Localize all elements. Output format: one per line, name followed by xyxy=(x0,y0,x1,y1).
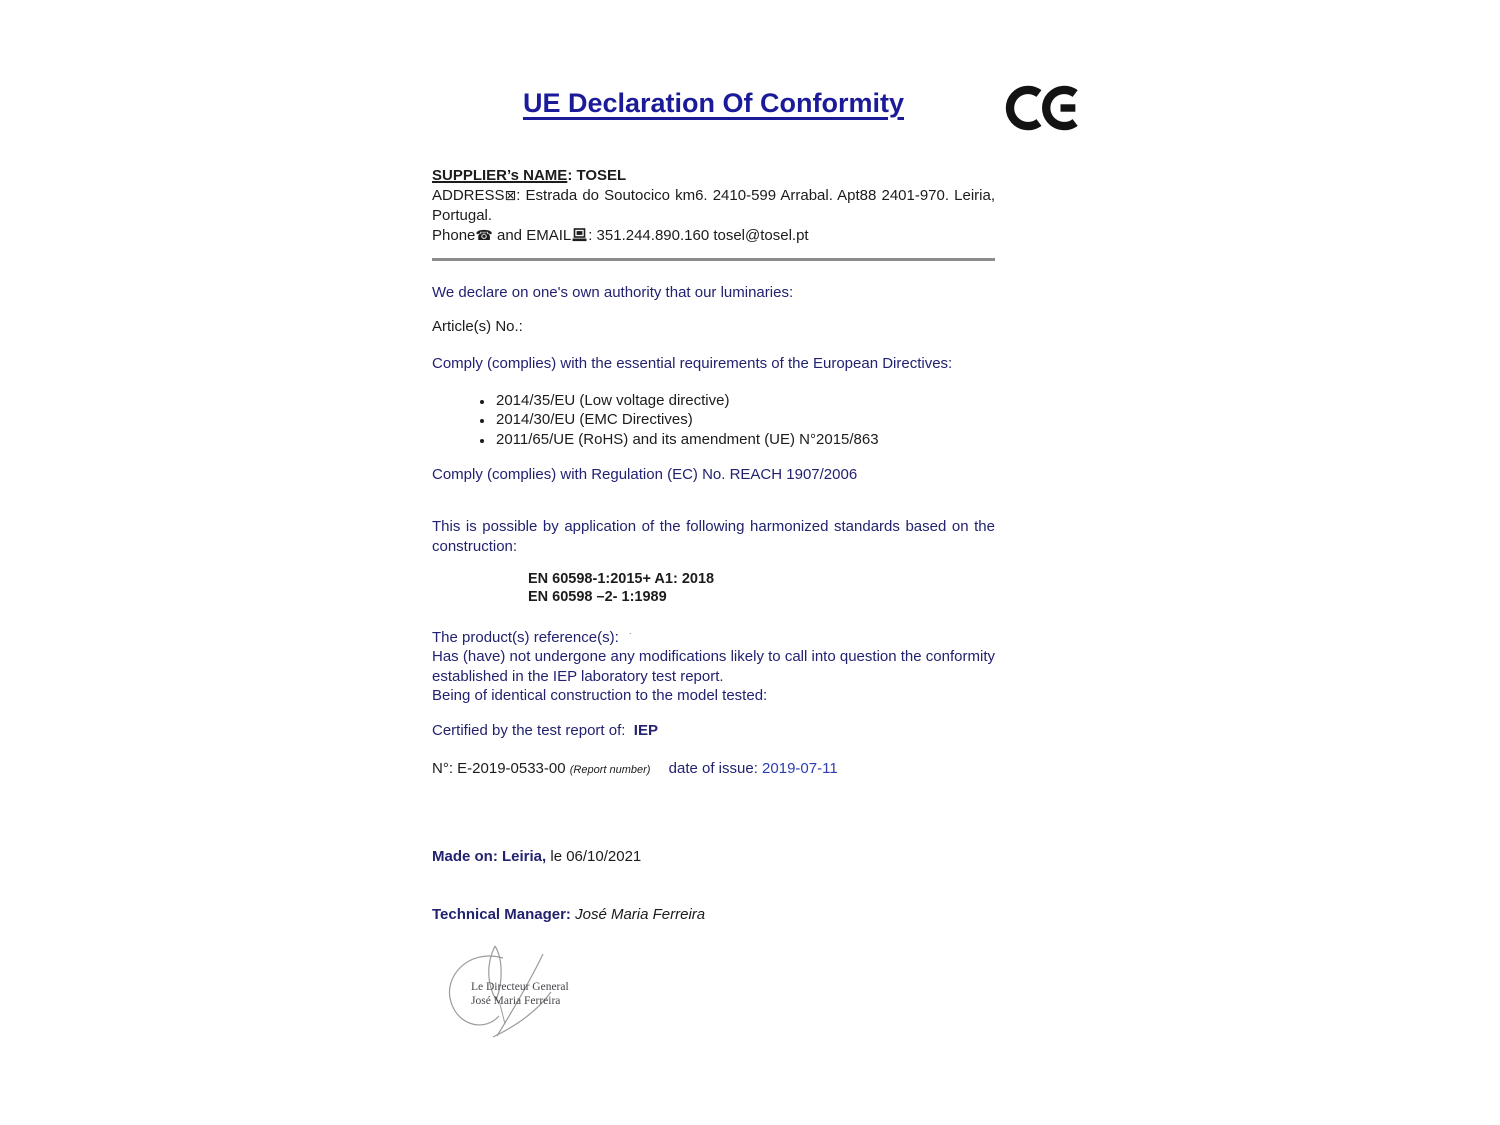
declare-line: We declare on one's own authority that our luminaries: xyxy=(432,284,794,301)
report-line xyxy=(432,759,995,780)
issue-label: date of issue: xyxy=(668,760,758,777)
page-title-row xyxy=(432,88,995,119)
stray-mark: · xyxy=(628,628,632,638)
supplier-block xyxy=(432,166,995,246)
standard-line: EN 60598 –2- 1:1989 xyxy=(528,588,667,605)
issue-date: 2019-07-11 xyxy=(762,760,838,777)
report-note: (Report number) xyxy=(569,764,651,776)
product-ref-text: The product(s) reference(s): xyxy=(432,629,619,646)
envelope-icon: ⊠ xyxy=(504,188,517,204)
comply-directives-line: Comply (complies) with the essential requirements of the European Directives: xyxy=(432,355,953,372)
harmonized-intro: This is possible by application of the following harmonized standards based on the construction: xyxy=(432,518,995,555)
report-number: N°: E-2019-0533-00 xyxy=(432,760,566,777)
signature-block xyxy=(443,938,569,1046)
manager-label: Technical Manager: xyxy=(432,906,571,923)
ce-mark-icon xyxy=(1002,82,1080,134)
and-email-label: and EMAIL xyxy=(492,227,572,244)
certified-line xyxy=(432,721,995,740)
signature-title: Le Directeur General xyxy=(471,981,569,993)
contact-value: : 351.244.890.160 tosel@tosel.pt xyxy=(588,227,809,244)
supplier-address-line xyxy=(432,186,995,226)
product-ref-line xyxy=(432,624,995,647)
address-label: ADDRESS xyxy=(432,187,505,204)
directives-list xyxy=(432,391,1057,449)
made-on-line xyxy=(432,847,995,866)
supplier-contact-line xyxy=(432,226,995,246)
phone-label: Phone xyxy=(432,227,476,244)
standards-block xyxy=(528,571,714,606)
manager-line xyxy=(432,905,995,924)
address-value: : Estrada do Soutocico km6. 2410-599 Arrabal. Apt88 2401-970. Leiria, Portugal. xyxy=(432,187,995,224)
standard-line: EN 60598-1:2015+ A1: 2018 xyxy=(528,571,715,587)
identical-line: Being of identical construction to the model tested: xyxy=(432,686,768,704)
modifications-paragraph: Has (have) not undergone any modifications likely to call into question the conformity established in the IEP laboratory test report. xyxy=(432,648,995,685)
supplier-name-line xyxy=(432,166,995,186)
comply-reach-line: Comply (complies) with Regulation (EC) No. REACH 1907/2006 xyxy=(432,466,858,483)
certified-label: Certified by the test report of: xyxy=(432,722,626,739)
directive-item: • 2011/65/UE (RoHS) and its amendment (UE) N°2015/863 xyxy=(494,430,1057,449)
signature-text xyxy=(471,980,569,1008)
directive-item: • 2014/35/EU (Low voltage directive) xyxy=(494,391,1057,410)
supplier-name-value: : TOSEL xyxy=(567,167,627,184)
product-block xyxy=(432,624,995,705)
made-on-label: Made on: Leiria, xyxy=(432,848,547,865)
certified-value: IEP xyxy=(633,722,658,739)
section-divider xyxy=(432,258,995,261)
made-on-value: le 06/10/2021 xyxy=(546,848,642,865)
computer-icon xyxy=(572,228,587,242)
manager-value: José Maria Ferreira xyxy=(570,906,706,923)
article-line: Article(s) No.: xyxy=(432,318,523,335)
supplier-name-label: SUPPLIER’s NAME xyxy=(432,167,568,184)
page-title: UE Declaration Of Conformity xyxy=(522,88,905,118)
phone-icon: ☎ xyxy=(475,228,493,244)
ce-mark-svg xyxy=(1002,82,1080,134)
directive-item: • 2014/30/EU (EMC Directives) xyxy=(494,410,1057,429)
signature-name: José Maria Ferreira xyxy=(471,995,561,1007)
